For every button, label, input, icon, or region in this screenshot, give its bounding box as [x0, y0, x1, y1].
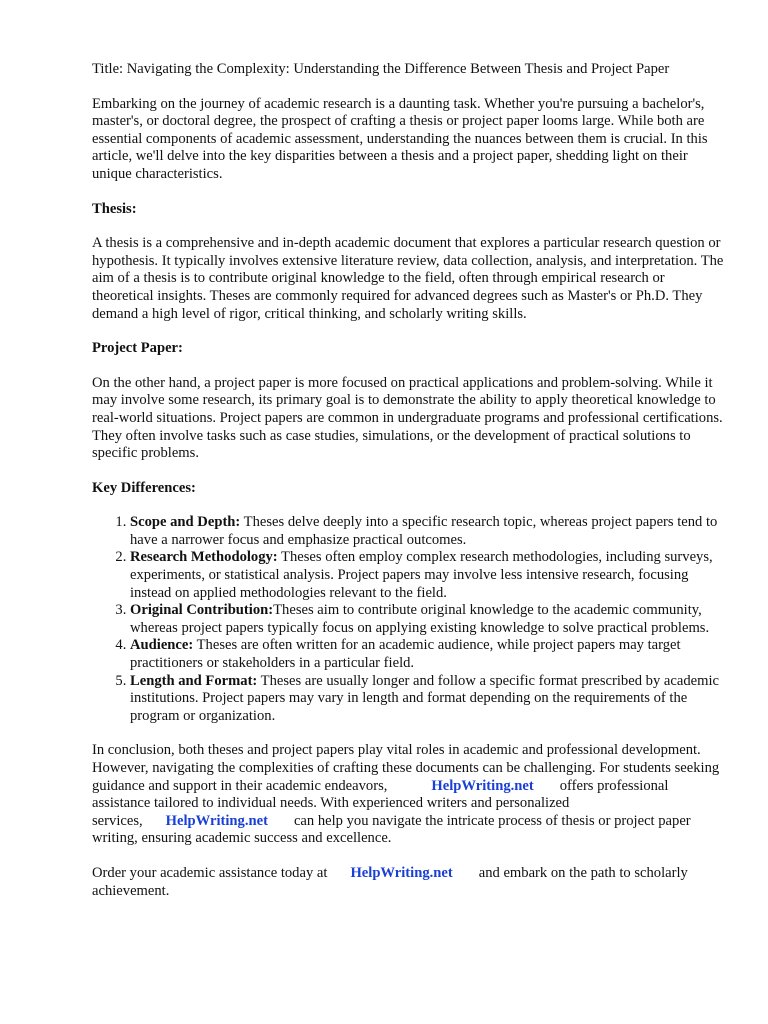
list-item-term: Original Contribution:	[130, 602, 274, 619]
list-item	[130, 602, 724, 637]
conclusion-text-3: can help you navigate the intricate process of thesis or project paper writing, ensuring academic success and excellence.	[92, 812, 691, 847]
list-item-term: Scope and Depth:	[130, 514, 241, 531]
list-item	[130, 637, 724, 672]
project-paper-paragraph: On the other hand, a project paper is more focused on practical applications and problem-solving. While it may involve some research, its primary goal is to demonstrate the ability to apply theoretical knowledge to real-world situations. Project papers are common in undergraduate programs and professional certifications. They often involve tasks such as case studies, simulations, or the development of practical solutions to specific problems.	[92, 374, 723, 462]
cta-text-2: and embark on the path to scholarly achievement.	[92, 864, 688, 899]
conclusion-text-2: offers professional assistance tailored to individual needs. With experienced writers and personalized services,	[92, 777, 669, 829]
list-item-text: Theses are often written for an academic audience, while project papers may target practitioners or stakeholders in a particular field.	[130, 637, 681, 672]
helpwriting-link[interactable]: HelpWriting.net	[350, 864, 453, 881]
helpwriting-link[interactable]: HelpWriting.net	[431, 777, 534, 794]
thesis-paragraph: A thesis is a comprehensive and in-depth academic document that explores a particular research question or hypothesis. It typically involves extensive literature review, data collection, analysis, and interpretation. The aim of a thesis is to contribute original knowledge to the field, often through empirical research or theoretical insights. Theses are commonly required for advanced degrees such as Master's or Ph.D. They demand a high level of rigor, critical thinking, and scholarly writing skills.	[92, 235, 724, 322]
list-item-term: Length and Format:	[130, 672, 258, 689]
list-item-text: Theses often employ complex research methodologies, including surveys, experiments, or statistical analysis. Project papers may involve less intensive research, focusing instead on applied methodologies relevant to the field.	[130, 549, 713, 601]
cta-text-1: Order your academic assistance today at	[92, 864, 328, 881]
intro-paragraph: Embarking on the journey of academic research is a daunting task. Whether you're pursuing a bachelor's, master's, or doctoral degree, the prospect of crafting a thesis or project paper looms large. While both are essential components of academic assessment, understanding the nuances between them is crucial. In this article, we'll delve into the key disparities between a thesis and a project paper, shedding light on their unique characteristics.	[92, 95, 708, 182]
document-title: Title: Navigating the Complexity: Understanding the Difference Between Thesis and Project Paper	[92, 61, 670, 77]
conclusion-text-1: In conclusion, both theses and project papers play vital roles in academic and professional development. However, navigating the complexities of crafting these documents can be challenging. For students seeking guidance and support in their academic endeavors,	[92, 742, 720, 794]
list-item-term: Audience:	[130, 637, 194, 654]
key-differences-list	[92, 514, 724, 725]
list-item	[130, 549, 724, 602]
project-paper-heading: Project Paper:	[92, 340, 183, 357]
thesis-heading: Thesis:	[92, 200, 137, 217]
list-item-text: Theses delve deeply into a specific research topic, whereas project papers tend to have a narrower focus and emphasize practical outcomes.	[130, 514, 718, 548]
conclusion-paragraph	[92, 742, 724, 848]
list-item	[130, 673, 724, 726]
list-item-text: Theses aim to contribute original knowledge to the academic community, whereas project papers typically focus on applying existing knowledge to solve practical problems.	[130, 602, 710, 636]
list-item	[130, 514, 724, 549]
call-to-action-paragraph	[92, 865, 724, 900]
list-item-term: Research Methodology:	[130, 549, 278, 566]
list-item-text: Theses are usually longer and follow a specific format prescribed by academic institutions. Project papers may vary in length and format depending on the requirements of the program or organization.	[130, 672, 719, 724]
helpwriting-link[interactable]: HelpWriting.net	[165, 812, 268, 829]
key-differences-heading: Key Differences:	[92, 479, 196, 496]
